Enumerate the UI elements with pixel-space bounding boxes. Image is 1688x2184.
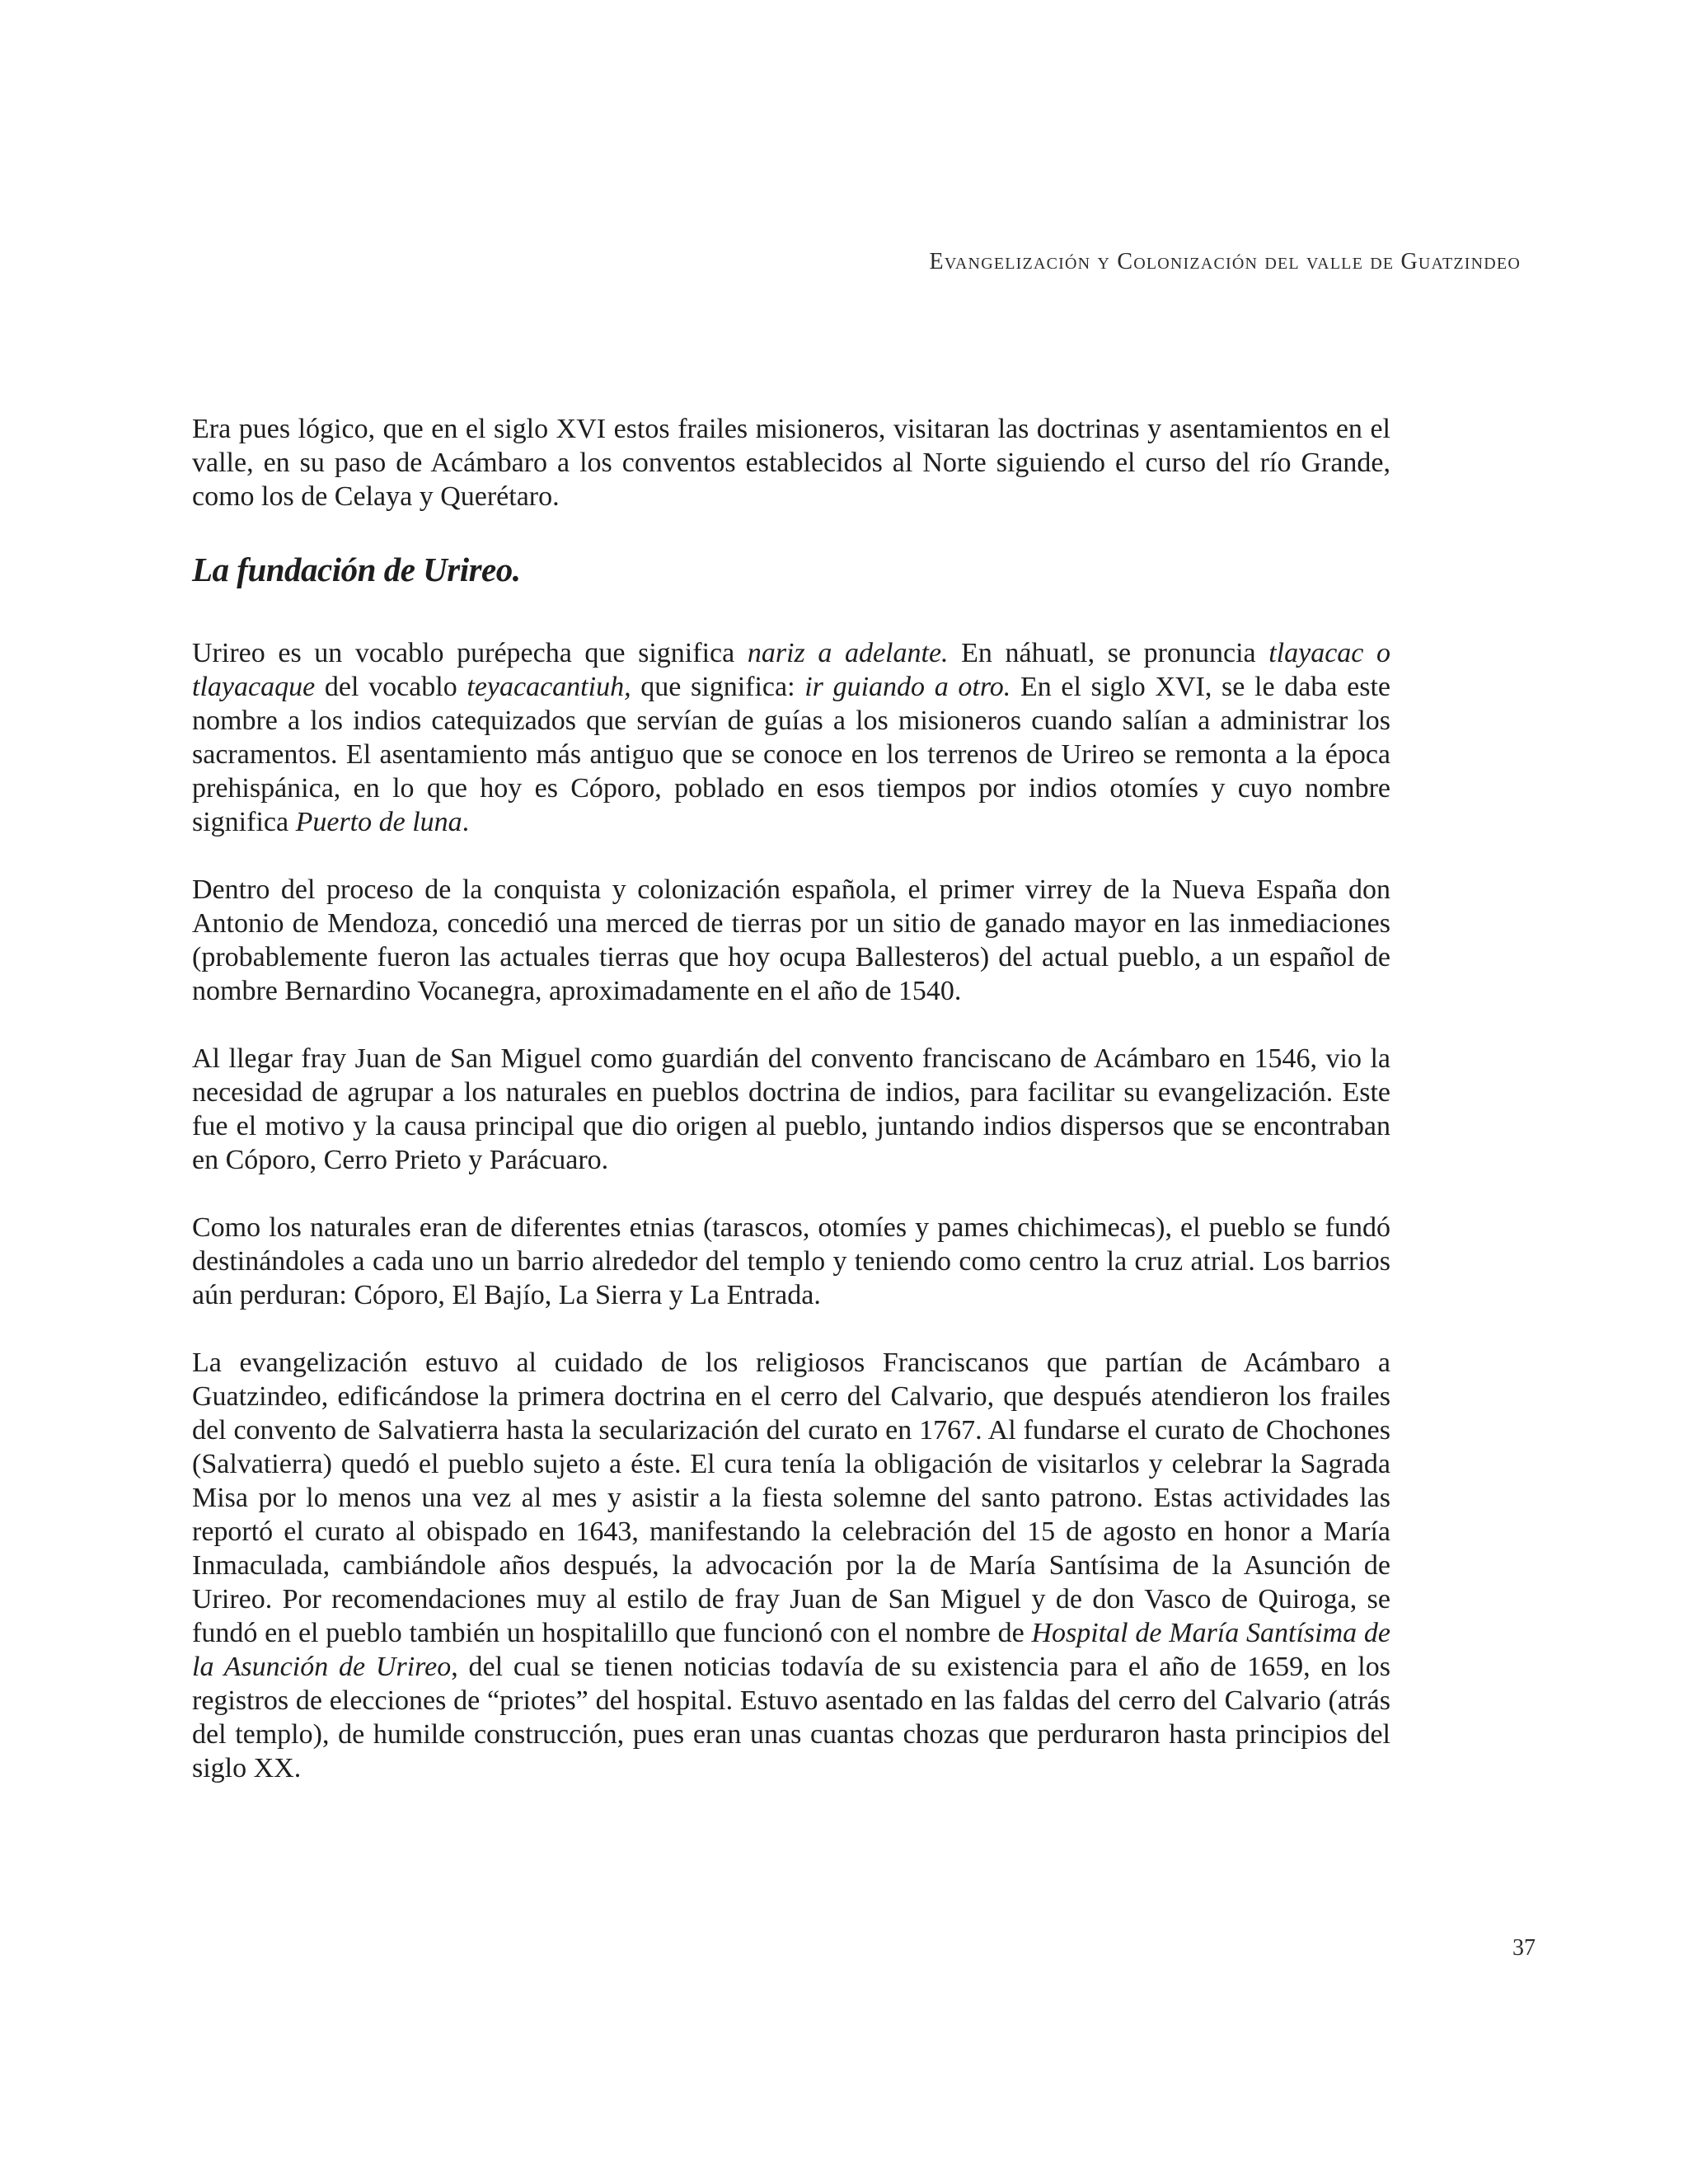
italic-term: tlayacac o tlayacaque xyxy=(192,638,1391,702)
body-text xyxy=(192,412,1390,1785)
italic-term: nariz a adelante. xyxy=(747,638,949,668)
section-title: La fundación de Urireo. xyxy=(192,551,521,588)
text-run: La evangelización estuvo al cuidado de los religiosos Franciscanos que partían de Acámbaro a Guatzindeo, edificándose la primera doctrina en el cerro del Calvario, que después atendieron los frailes del convento de Salvatierra hasta la secularización del curato en 1767. Al fundarse el curato de Chochones (Salvatierra) quedó el pueblo sujeto a éste. El cura tenía la obligación de visitarlos y celebrar la Sagrada Misa por lo menos una vez al mes y asistir a la fiesta solemne del santo patrono. Estas actividades las reportó el curato al obispado en 1643, manifestando la celebración del 15 de agosto en honor a María Inmaculada, cambiándole años después, la advocación por la de María Santísima de la Asunción de Urireo. Por recomendaciones muy al estilo de fray Juan de San Miguel y de don Vasco de Quiroga, se fundó en el pueblo también un hospitalillo que funcionó con el nombre de xyxy=(192,1347,1390,1648)
italic-term: Puerto de luna xyxy=(295,807,462,837)
paragraph-fray-juan: Al llegar fray Juan de San Miguel como guardián del convento franciscano de Acámbaro en 1546, vio la necesidad de agrupar a los naturales en pueblos doctrina de indios, para facilitar su evangelización. Este fue el motivo y la causa principal que dio origen al pueblo, juntando indios dispersos que se encontraban en Cóporo, Cerro Prieto y Parácuaro. xyxy=(192,1043,1390,1175)
running-header: Evangelización y Colonización del valle de Guatzindeo xyxy=(929,249,1521,274)
paragraph-intro: Era pues lógico, que en el siglo XVI estos frailes misioneros, visitaran las doctrinas y asentamientos en el valle, en su paso de Acámbaro a los conventos establecidos al Norte siguiendo el curso del río Grande, como los de Celaya y Querétaro. xyxy=(192,414,1390,512)
paragraph-evangelizacion xyxy=(192,1346,1390,1785)
text-run: En el siglo XVI, se le daba este nombre a los indios catequizados que servían de guías a los misioneros cuando salían a administrar los sacramentos. El asentamiento más antiguo que se conoce en los terrenos de Urireo se remonta a la época prehispánica, en lo que hoy es Cóporo, poblado en esos tiempos por indios otomíes y cuyo nombre significa xyxy=(192,672,1390,837)
text-run: del vocablo xyxy=(315,672,467,702)
paragraph-merced: Dentro del proceso de la conquista y colonización española, el primer virrey de la Nueva España don Antonio de Mendoza, concedió una merced de tierras por un sitio de ganado mayor en las inmediaciones (probablemente fueron las actuales tierras que hoy ocupa Ballesteros) del actual pueblo, a un español de nombre Bernardino Vocanegra, aproximadamente en el año de 1540. xyxy=(192,874,1390,1006)
text-run: Urireo es un vocablo purépecha que significa xyxy=(192,638,748,668)
italic-term: teyacacantiuh, xyxy=(467,672,631,702)
paragraph-urireo-meaning xyxy=(192,636,1390,839)
paragraph-barrios: Como los naturales eran de diferentes etnias (tarascos, otomíes y pames chichimecas), el pueblo se fundó destinándoles a cada uno un barrio alrededor del templo y teniendo como centro la cruz atrial. Los barrios aún perduran: Cóporo, El Bajío, La Sierra y La Entrada. xyxy=(192,1212,1390,1310)
text-run: En náhuatl, se pronuncia xyxy=(948,638,1269,668)
page-number: 37 xyxy=(1512,1935,1536,1961)
italic-term: ir guiando a otro. xyxy=(804,672,1011,702)
italic-term: Hospital de María Santísima de la Asunción de Urireo xyxy=(192,1618,1390,1682)
text-run: . xyxy=(462,807,470,837)
text-run: , del cual se tienen noticias todavía de su existencia para el año de 1659, en los registros de elecciones de “priotes” del hospital. Estuvo asentado en las faldas del cerro del Calvario (atrás del templo), de humilde construcción, pues eran unas cuantas chozas que perduraron hasta principios del siglo XX. xyxy=(192,1652,1390,1783)
text-run: que significa: xyxy=(631,672,805,702)
